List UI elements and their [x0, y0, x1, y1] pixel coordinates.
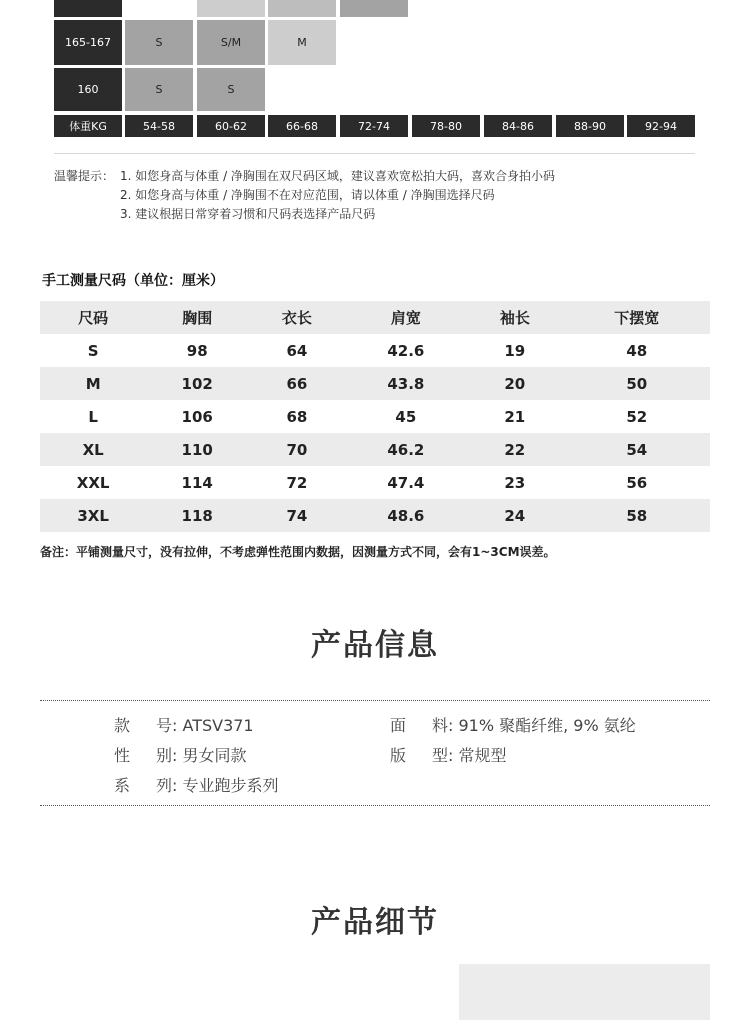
- weight-cell: 60-62: [197, 115, 265, 137]
- info-colon: :: [172, 746, 178, 765]
- size-cell: S: [197, 68, 265, 111]
- table-row: [40, 367, 710, 400]
- table-cell: 106: [181, 407, 213, 426]
- table-cell: 45: [395, 407, 417, 426]
- table-cell: 21: [504, 407, 526, 426]
- weight-cell: 54-58: [125, 115, 193, 137]
- info-colon: :: [448, 746, 454, 765]
- table-cell: 98: [186, 341, 208, 360]
- detail-image: [459, 964, 710, 1020]
- table-cell: 114: [181, 473, 213, 492]
- info-value: 常规型: [458, 746, 507, 765]
- table-row: [40, 499, 710, 532]
- table-header: 尺码: [40, 301, 146, 334]
- tips-line: 2. 如您身高与体重 / 净胸围不在对应范围，请以体重 / 净胸围选择尺码: [120, 188, 495, 202]
- table-cell: 72: [286, 473, 308, 492]
- divider: [40, 700, 710, 701]
- size-cell: M: [268, 20, 336, 65]
- grid-top-cell: [340, 0, 408, 17]
- table-cell: 110: [146, 433, 248, 466]
- info-colon: :: [448, 716, 454, 735]
- table-header: 袖长: [466, 301, 564, 334]
- info-value: ATSV371: [182, 716, 254, 735]
- size-cell: S: [125, 20, 193, 65]
- table-cell: 46.2: [346, 433, 466, 466]
- table-cell: 48: [626, 341, 648, 360]
- table-cell: 54: [564, 433, 710, 466]
- table-cell: 118: [146, 499, 248, 532]
- table-cell: 43.8: [346, 367, 466, 400]
- weight-cell: 66-68: [268, 115, 336, 137]
- info-item-style-no: [114, 713, 254, 736]
- table-cell: 23: [504, 473, 526, 492]
- table-header: 胸围: [146, 301, 248, 334]
- table-cell: XXL: [76, 473, 110, 492]
- info-label: 面料: [390, 716, 448, 735]
- table-header-row: [40, 301, 710, 334]
- table-row: [40, 466, 710, 499]
- divider: [40, 805, 710, 806]
- table-cell: 58: [564, 499, 710, 532]
- info-label: 系列: [114, 776, 172, 795]
- info-value: 专业跑步系列: [182, 776, 279, 795]
- table-cell: 66: [248, 367, 346, 400]
- table-cell: XL: [40, 433, 146, 466]
- table-cell: 74: [248, 499, 346, 532]
- info-item-gender: [114, 743, 247, 766]
- table-cell: 24: [466, 499, 564, 532]
- table-cell: 22: [466, 433, 564, 466]
- table-cell: M: [40, 367, 146, 400]
- weight-cell: 88-90: [556, 115, 624, 137]
- height-label: 165-167: [54, 20, 122, 65]
- table-cell: 64: [286, 341, 308, 360]
- info-item-fabric: [390, 713, 636, 736]
- weight-cell: 92-94: [627, 115, 695, 137]
- grid-top-label: [54, 0, 122, 17]
- table-header: 衣长: [248, 301, 346, 334]
- product-info-title: 产品信息: [311, 628, 439, 663]
- tips-prefix: 温馨提示：: [54, 169, 115, 183]
- weight-axis-label: 体重KG: [54, 115, 122, 137]
- info-label: 款号: [114, 716, 172, 735]
- tips-line: 3. 建议根据日常穿着习惯和尺码表选择产品尺码: [120, 207, 376, 221]
- table-header: 下摆宽: [564, 301, 710, 334]
- table-cell: 70: [248, 433, 346, 466]
- measure-title: 手工测量尺码（单位：厘米）: [42, 273, 224, 289]
- grid-top-cell: [197, 0, 265, 17]
- grid-top-cell: [268, 0, 336, 17]
- info-item-series: [114, 773, 279, 796]
- table-cell: 20: [466, 367, 564, 400]
- weight-cell: 78-80: [412, 115, 480, 137]
- info-item-fit: [390, 743, 507, 766]
- table-cell: 48.6: [346, 499, 466, 532]
- table-cell: 47.4: [387, 473, 425, 492]
- height-label: 160: [54, 68, 122, 111]
- table-cell: 102: [146, 367, 248, 400]
- product-detail-title: 产品细节: [311, 905, 439, 940]
- tips-line: 1. 如您身高与体重 / 净胸围在双尺码区域，建议喜欢宽松拍大码，喜欢合身拍小码: [120, 169, 555, 183]
- weight-cell: 72-74: [340, 115, 408, 137]
- table-cell: 56: [626, 473, 648, 492]
- table-cell: 50: [564, 367, 710, 400]
- table-row: [40, 334, 710, 367]
- weight-cell: 84-86: [484, 115, 552, 137]
- info-label: 性别: [114, 746, 172, 765]
- table-row: [40, 433, 710, 466]
- table-cell: 42.6: [387, 341, 425, 360]
- table-row: [40, 400, 710, 433]
- info-colon: :: [172, 716, 178, 735]
- table-cell: 19: [504, 341, 526, 360]
- divider: [54, 153, 695, 154]
- info-value: 男女同款: [182, 746, 247, 765]
- table-header: 肩宽: [346, 301, 466, 334]
- measure-table: [40, 301, 710, 532]
- info-colon: :: [172, 776, 178, 795]
- info-label: 版型: [390, 746, 448, 765]
- table-cell: 68: [286, 407, 308, 426]
- measure-note: 备注：平铺测量尺寸，没有拉伸，不考虑弹性范围内数据，因测量方式不同，会有1~3CM误差。: [40, 545, 556, 559]
- table-cell: S: [87, 341, 99, 360]
- table-cell: L: [88, 407, 98, 426]
- table-cell: 3XL: [40, 499, 146, 532]
- size-cell: S: [125, 68, 193, 111]
- info-value: 91% 聚酯纤维, 9% 氨纶: [458, 716, 636, 735]
- size-cell: S/M: [197, 20, 265, 65]
- table-cell: 52: [626, 407, 648, 426]
